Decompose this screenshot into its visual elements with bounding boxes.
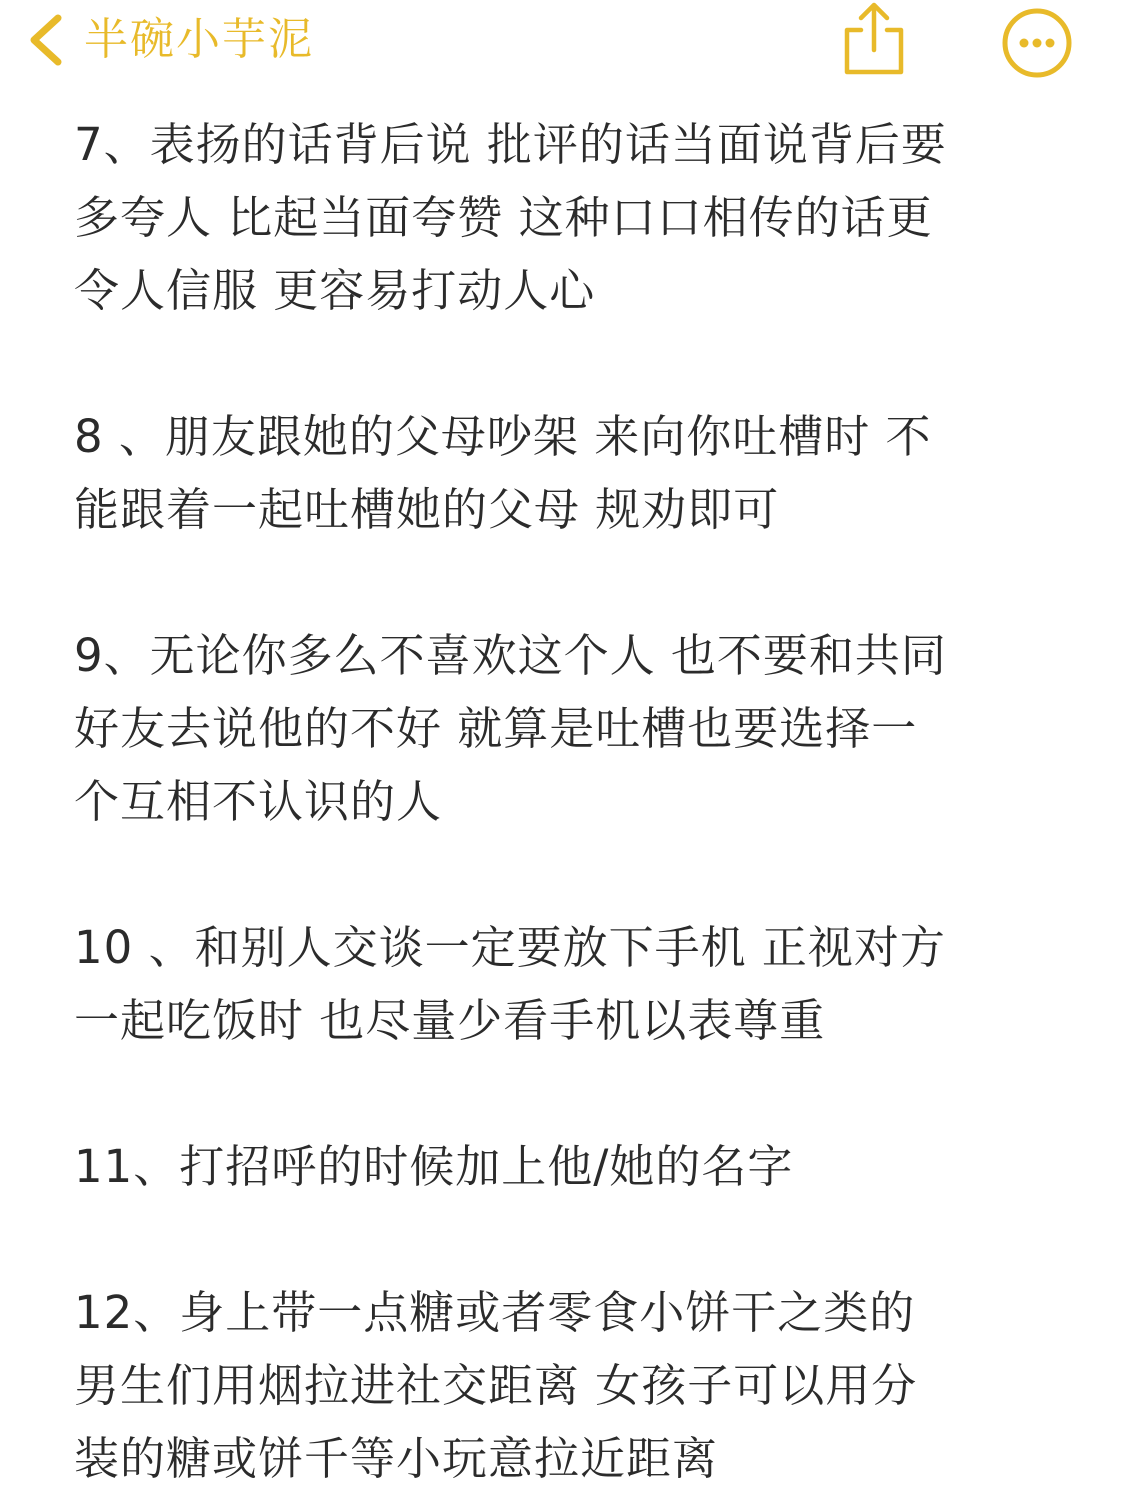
note-item-10 xyxy=(74,911,1074,1057)
paragraph-gap xyxy=(74,327,1074,400)
note-line: 10 、和别人交谈一定要放下手机 正视对方 xyxy=(74,921,946,974)
note-item-8 xyxy=(74,400,1074,546)
note-item-9 xyxy=(74,619,1074,838)
paragraph-gap xyxy=(74,546,1074,619)
note-item-7 xyxy=(74,108,1074,327)
more-horizontal-icon[interactable] xyxy=(1000,6,1074,80)
note-body[interactable] xyxy=(74,108,1074,1495)
note-item-12 xyxy=(74,1276,1074,1495)
note-line: 9、无论你多么不喜欢这个人 也不要和共同 xyxy=(74,629,947,682)
share-icon[interactable] xyxy=(840,0,908,78)
note-line: 11、打招呼的时候加上他/她的名字 xyxy=(74,1140,794,1193)
paragraph-gap xyxy=(74,1057,1074,1130)
paragraph-gap xyxy=(74,838,1074,911)
note-line: 一起吃饭时 也尽量少看手机以表尊重 xyxy=(74,994,826,1047)
navigation-bar xyxy=(0,0,1125,82)
note-line: 装的糖或饼千等小玩意拉近距离 xyxy=(74,1432,719,1485)
note-line: 7、表扬的话背后说 批评的话当面说背后要 xyxy=(74,118,947,171)
paragraph-gap xyxy=(74,1203,1074,1276)
note-line: 12、身上带一点糖或者零食小饼干之类的 xyxy=(74,1286,916,1339)
note-line: 多夸人 比起当面夸赞 这种口口相传的话更 xyxy=(74,191,933,244)
note-line: 好友去说他的不好 就算是吐槽也要选择一 xyxy=(74,702,918,755)
note-line: 8 、朋友跟她的父母吵架 来向你吐槽时 不 xyxy=(74,410,932,463)
note-line: 个互相不认识的人 xyxy=(74,775,443,828)
note-line: 令人信服 更容易打动人心 xyxy=(74,264,596,317)
note-line: 男生们用烟拉进社交距离 女孩子可以用分 xyxy=(74,1359,918,1412)
back-label: 半碗小芋泥 xyxy=(84,14,314,65)
note-line: 能跟着一起吐槽她的父母 规劝即可 xyxy=(74,483,780,536)
back-button[interactable] xyxy=(20,10,314,70)
note-item-11 xyxy=(74,1130,1074,1203)
chevron-left-icon xyxy=(20,10,72,70)
